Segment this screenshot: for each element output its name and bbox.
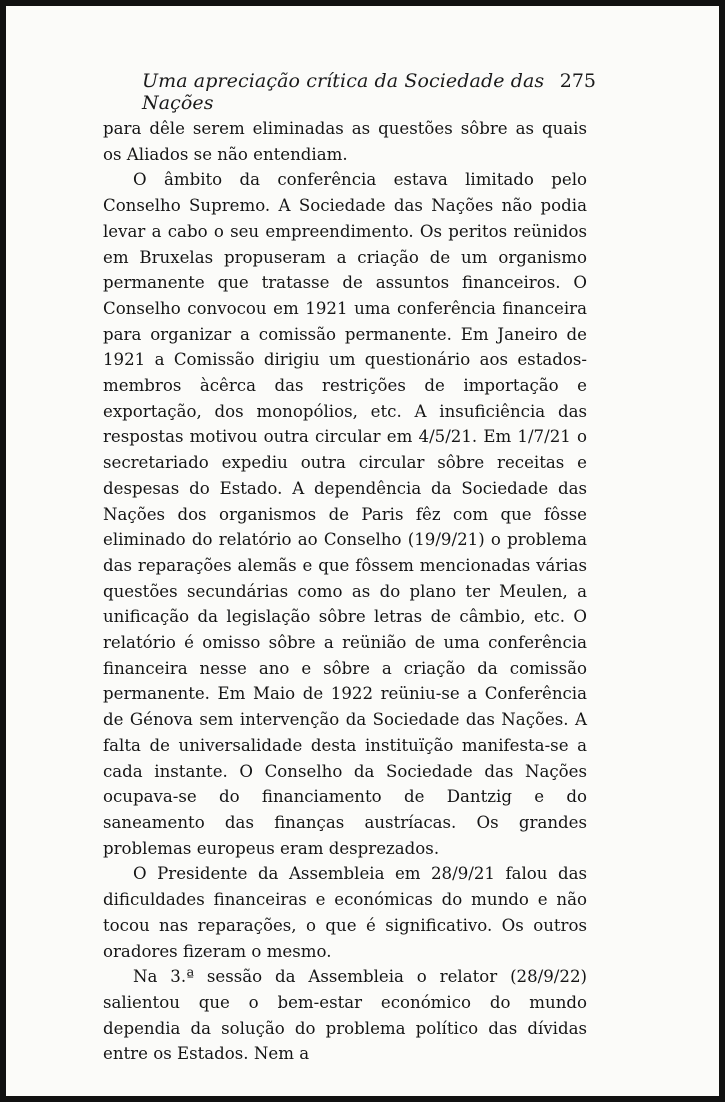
paragraph-3: O Presidente da Assembleia em 28/9/21 falou das dificuldades financeiras e económicas do mundo e não tocou nas reparações, o que é significativo. Os outros oradores fizeram o mesmo. bbox=[103, 864, 587, 961]
running-title: Uma apreciação crítica da Sociedade das Nações bbox=[142, 70, 545, 114]
document-page bbox=[6, 6, 719, 1096]
page-number: 275 bbox=[559, 70, 596, 92]
page-header bbox=[102, 70, 602, 114]
paragraph-1: para dêle serem eliminadas as questões sôbre as quais os Aliados se não entendiam. bbox=[103, 119, 587, 164]
paragraph-4: Na 3.ª sessão da Assembleia o relator (28/9/22) salientou que o bem-estar económico do mundo dependia da solução do problema político das dívidas entre os Estados. Nem a bbox=[103, 967, 587, 1064]
body-text bbox=[103, 116, 587, 1067]
paragraph-2: O âmbito da conferência estava limitado pelo Conselho Supremo. A Sociedade das Nações não podia levar a cabo o seu empreendimento. Os peritos reünidos em Bruxelas propuseram a criação de um organismo permanente que tratasse de assuntos financeiros. O Conselho convocou em 1921 uma conferência financeira para organizar a comissão permanente. Em Janeiro de 1921 a Comissão dirigiu um questionário aos estados-membros àcêrca das restrições de importação e exportação, dos monopólios, etc. A insuficiência das respostas motivou outra circular em 4/5/21. Em 1/7/21 o secretariado expediu outra circular sôbre receitas e despesas do Estado. A dependência da Sociedade das Nações dos organismos de Paris fêz com que fôsse eliminado do relatório ao Conselho (19/9/21) o problema das reparações alemãs e que fôssem mencionadas várias questões secundárias como as do plano ter Meulen, a unificação da legislação sôbre letras de câmbio, etc. O relatório é omisso sôbre a reünião de uma conferência financeira nesse ano e sôbre a criação da comissão permanente. Em Maio de 1922 reüniu-se a Conferência de Génova sem intervenção da Sociedade das Nações. A falta de universalidade desta instituïção manifesta-se a cada instante. O Conselho da Sociedade das Nações ocupava-se do financiamento de Dantzig e do saneamento das finanças austríacas. Os grandes problemas europeus eram desprezados. bbox=[103, 170, 587, 858]
